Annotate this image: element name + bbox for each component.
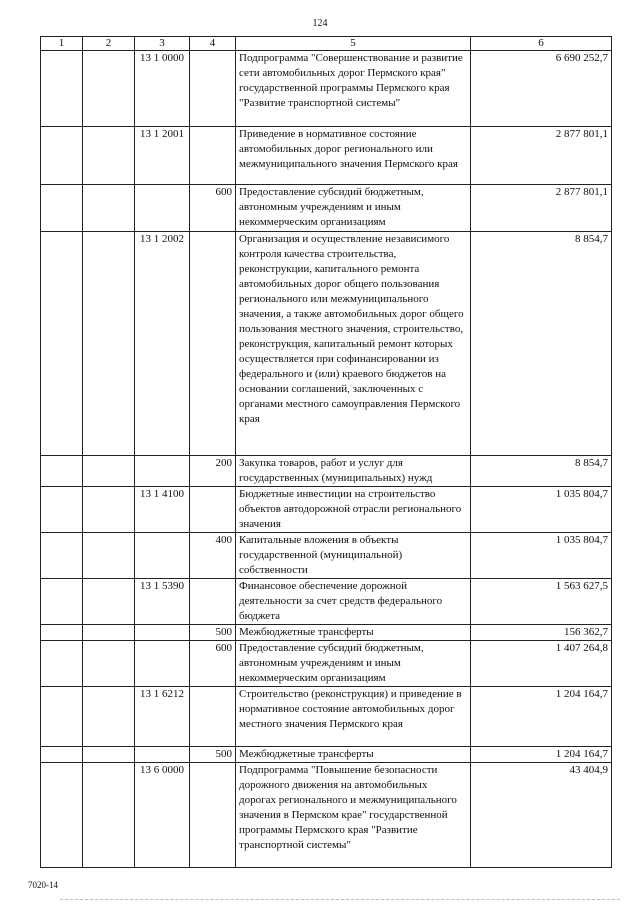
table-row bbox=[41, 641, 612, 687]
cell-section bbox=[41, 763, 83, 868]
cell-expense-type: 600 bbox=[190, 641, 236, 687]
cell-expense-type: 600 bbox=[190, 185, 236, 232]
cell-subsection bbox=[83, 625, 135, 641]
cell-target-article bbox=[135, 641, 190, 687]
cell-subsection bbox=[83, 456, 135, 487]
cell-amount: 1 407 264,8 bbox=[471, 641, 612, 687]
table-row bbox=[41, 51, 612, 127]
cell-subsection bbox=[83, 533, 135, 579]
cell-description: Предоставление субсидий бюджетным, автономным учреждениям и иным некоммерческим организациям bbox=[236, 641, 471, 687]
table-row bbox=[41, 747, 612, 763]
cell-expense-type bbox=[190, 51, 236, 127]
cell-description: Приведение в нормативное состояние автомобильных дорог регионального или межмуниципального значения Пермского края bbox=[236, 127, 471, 185]
table-row bbox=[41, 456, 612, 487]
cell-description: Предоставление субсидий бюджетным, автономным учреждениям и иным некоммерческим организациям bbox=[236, 185, 471, 232]
cell-subsection bbox=[83, 579, 135, 625]
cell-description: Финансовое обеспечение дорожной деятельности за счет средств федерального бюджета bbox=[236, 579, 471, 625]
cell-description: Закупка товаров, работ и услуг для государственных (муниципальных) нужд bbox=[236, 456, 471, 487]
cell-amount: 6 690 252,7 bbox=[471, 51, 612, 127]
cell-expense-type: 500 bbox=[190, 625, 236, 641]
column-header: 4 bbox=[190, 37, 236, 51]
table-row bbox=[41, 487, 612, 533]
table-row bbox=[41, 763, 612, 868]
column-header: 5 bbox=[236, 37, 471, 51]
column-header: 6 bbox=[471, 37, 612, 51]
cell-amount: 8 854,7 bbox=[471, 232, 612, 456]
cell-amount: 2 877 801,1 bbox=[471, 185, 612, 232]
cell-expense-type bbox=[190, 687, 236, 747]
cell-amount: 43 404,9 bbox=[471, 763, 612, 868]
cell-subsection bbox=[83, 487, 135, 533]
cell-amount: 1 204 164,7 bbox=[471, 687, 612, 747]
cell-description: Межбюджетные трансферты bbox=[236, 625, 471, 641]
cell-target-article: 13 1 6212 bbox=[135, 687, 190, 747]
cell-section bbox=[41, 625, 83, 641]
cell-subsection bbox=[83, 51, 135, 127]
cell-description: Бюджетные инвестиции на строительство объектов автодорожной отрасли регионального значения bbox=[236, 487, 471, 533]
column-header: 3 bbox=[135, 37, 190, 51]
cell-amount: 1 204 164,7 bbox=[471, 747, 612, 763]
column-number-row bbox=[41, 37, 612, 51]
table-row bbox=[41, 127, 612, 185]
cell-description: Капитальные вложения в объекты государственной (муниципальной) собственности bbox=[236, 533, 471, 579]
cell-description: Организация и осуществление независимого контроля качества строительства, реконструкции, капитального ремонта автомобильных дорог общего пользования регионального или межмуниципального значения, а также автомобильных дорог общего пользования местного значения, строительство, реконструкция, капитальный ремонт которых осуществляется при софинансировании из федерального и (или) краевого бюджетов на основании соглашений, заключенных с органами местного самоуправления Пермского края bbox=[236, 232, 471, 456]
cell-section bbox=[41, 185, 83, 232]
cell-section bbox=[41, 641, 83, 687]
table-row bbox=[41, 625, 612, 641]
cell-description: Межбюджетные трансферты bbox=[236, 747, 471, 763]
cell-description: Строительство (реконструкция) и приведение в нормативное состояние автомобильных дорог местного значения Пермского края bbox=[236, 687, 471, 747]
cell-expense-type bbox=[190, 763, 236, 868]
cell-amount: 1 035 804,7 bbox=[471, 487, 612, 533]
cell-section bbox=[41, 51, 83, 127]
cell-target-article: 13 1 0000 bbox=[135, 51, 190, 127]
cell-section bbox=[41, 747, 83, 763]
table-row bbox=[41, 687, 612, 747]
cell-expense-type: 400 bbox=[190, 533, 236, 579]
page-number: 124 bbox=[312, 18, 328, 29]
cell-target-article: 13 1 2002 bbox=[135, 232, 190, 456]
cell-amount: 156 362,7 bbox=[471, 625, 612, 641]
cell-target-article bbox=[135, 456, 190, 487]
cell-amount: 8 854,7 bbox=[471, 456, 612, 487]
column-header: 1 bbox=[41, 37, 83, 51]
cell-description: Подпрограмма "Совершенствование и развитие сети автомобильных дорог Пермского края" государственной программы Пермского края "Развитие транспортной системы" bbox=[236, 51, 471, 127]
table-row bbox=[41, 579, 612, 625]
cell-section bbox=[41, 487, 83, 533]
cell-subsection bbox=[83, 641, 135, 687]
column-header: 2 bbox=[83, 37, 135, 51]
cell-subsection bbox=[83, 232, 135, 456]
cell-subsection bbox=[83, 763, 135, 868]
cell-section bbox=[41, 687, 83, 747]
cell-subsection bbox=[83, 687, 135, 747]
footer-document-code: 7020-14 bbox=[28, 880, 58, 890]
cell-amount: 2 877 801,1 bbox=[471, 127, 612, 185]
cell-expense-type bbox=[190, 232, 236, 456]
table-row bbox=[41, 232, 612, 456]
cell-target-article bbox=[135, 625, 190, 641]
cell-amount: 1 563 627,5 bbox=[471, 579, 612, 625]
cell-expense-type bbox=[190, 487, 236, 533]
cell-section bbox=[41, 456, 83, 487]
cell-subsection bbox=[83, 747, 135, 763]
cell-section bbox=[41, 533, 83, 579]
cell-target-article: 13 1 5390 bbox=[135, 579, 190, 625]
cell-section bbox=[41, 579, 83, 625]
cell-section bbox=[41, 127, 83, 185]
cell-target-article bbox=[135, 747, 190, 763]
cell-expense-type: 200 bbox=[190, 456, 236, 487]
cell-target-article: 13 1 2001 bbox=[135, 127, 190, 185]
cell-section bbox=[41, 232, 83, 456]
cell-target-article bbox=[135, 185, 190, 232]
cell-description: Подпрограмма "Повышение безопасности дорожного движения на автомобильных дорогах регионального и межмуниципального значения в Пермском крае" государственной программы Пермского края "Развитие транспортной системы" bbox=[236, 763, 471, 868]
cell-expense-type: 500 bbox=[190, 747, 236, 763]
table-row bbox=[41, 533, 612, 579]
table-row bbox=[41, 185, 612, 232]
cell-target-article bbox=[135, 533, 190, 579]
cell-subsection bbox=[83, 127, 135, 185]
cell-subsection bbox=[83, 185, 135, 232]
cell-amount: 1 035 804,7 bbox=[471, 533, 612, 579]
cell-target-article: 13 1 4100 bbox=[135, 487, 190, 533]
budget-table bbox=[40, 36, 612, 868]
cell-expense-type bbox=[190, 579, 236, 625]
scan-edge-line bbox=[60, 899, 620, 900]
cell-target-article: 13 6 0000 bbox=[135, 763, 190, 868]
cell-expense-type bbox=[190, 127, 236, 185]
